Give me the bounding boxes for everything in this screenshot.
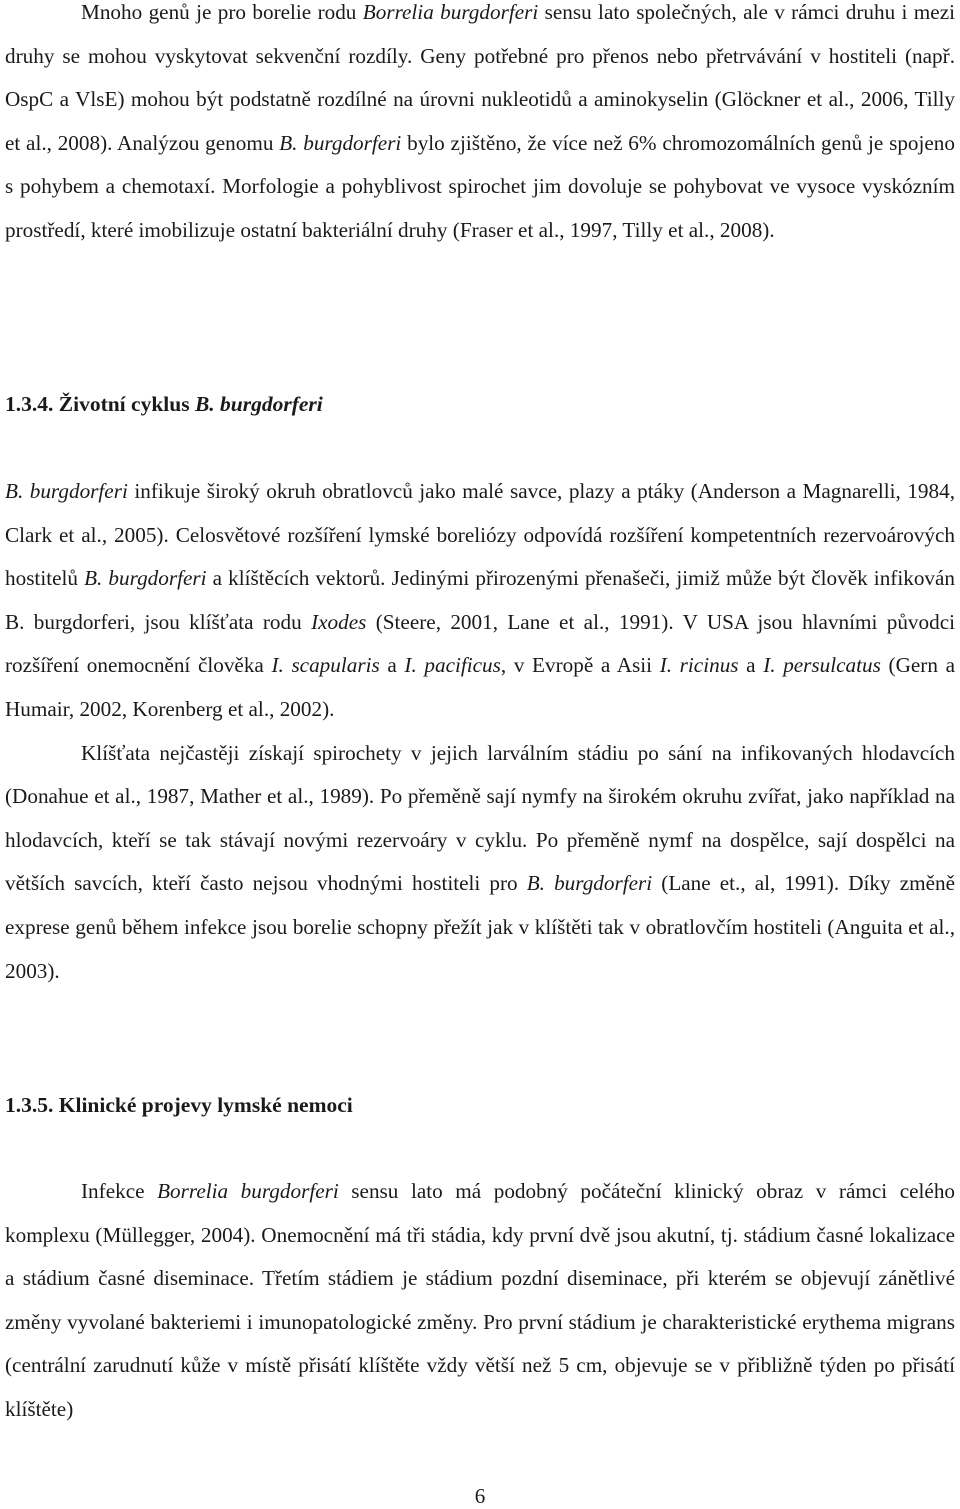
italic-species-name: B. burgdorferi xyxy=(5,479,128,503)
heading-text: Klinické projevy lymské nemoci xyxy=(58,1093,353,1117)
text-run: (Lane et., al, 1991). Díky změně exprese genů během infekce jsou borelie schopny přežít jak v klíštěti tak v obratlovčím hostiteli (Anguita et al., 2003). xyxy=(5,871,956,983)
paragraph-hosts xyxy=(5,470,955,732)
heading-italic: B. burgdorferi xyxy=(194,392,323,416)
block-clinical xyxy=(5,1170,955,1432)
document-page xyxy=(5,0,955,1509)
section-heading-life-cycle xyxy=(5,389,323,419)
text-run: , jsou klíšťata rodu xyxy=(129,609,312,634)
page-number: 6 xyxy=(474,1484,486,1508)
heading-text: Životní cyklus xyxy=(58,392,195,416)
text-run: B. burgdorferi xyxy=(5,609,130,634)
italic-species-name: B. burgdorferi xyxy=(279,130,402,155)
text-run: Infekce xyxy=(81,1179,158,1203)
italic-species-name: I. ricinus xyxy=(659,653,739,678)
italic-genus-name: Ixodes xyxy=(311,609,367,634)
italic-species-name: I. scapularis xyxy=(271,653,380,678)
section-heading-clinical xyxy=(5,1090,353,1120)
italic-species-name: I. pacificus xyxy=(404,653,501,678)
text-run: Klíšťata nejčastěji získají spirochety v jejich larválním stádiu po sání na infikovaných hlodavcích (Donahue et al., 1987, Mather et al., 1989). Po přeměně sají nymfy na širokém okruhu zvířat, jako například na hlodavcích, kteří se tak stávají novými rezervoáry v cyklu. Po přeměně nymf na dospělce, sají dospělci na větších savcích, kteří často nejsou vhodnými hostiteli pro xyxy=(5,740,955,896)
paragraph-borrelia-genes xyxy=(5,0,955,253)
italic-species-name: Borrelia burgdorferi xyxy=(362,0,539,24)
italic-species-name: B. burgdorferi xyxy=(526,871,653,896)
heading-number: 1.3.5. xyxy=(5,1093,54,1117)
text-run: a xyxy=(738,653,764,678)
text-run: a xyxy=(379,653,405,678)
text-run: , v Evropě a Asii xyxy=(500,653,660,678)
text-run: Mnoho genů je pro borelie rodu xyxy=(81,0,363,24)
text-run: (Gern a Humair, 2002, Korenberg et al., 2002). xyxy=(5,653,955,721)
text-run: sensu lato společných, ale v rámci druhu i mezi druhy se mohou vyskytovat sekvenční rozdíly. Geny potřebné pro přenos nebo přetrvávání v hostiteli (např. OspC a VlsE) mohou být podstatně rozdílné na úrovni nukleotidů a aminokyselin (Glöckner et al., 2006, Tilly et al., 2008). Analýzou genomu xyxy=(5,0,955,155)
text-run: a klíštěcích vektorů. Jedinými přirozenými přenašeči, jimiž může být člověk infikován xyxy=(206,566,956,591)
italic-species-name: Borrelia burgdorferi xyxy=(157,1179,339,1203)
heading-number: 1.3.4. xyxy=(5,392,54,416)
block-life-cycle xyxy=(5,470,955,993)
paragraph-infection-stages xyxy=(5,1170,955,1432)
text-run: bylo zjištěno, že více než 6% chromozomálních genů je spojeno s pohybem a chemotaxí. Morfologie a pohyblivost spirochet jim dovoluje se pohybovat ve vysoce vyskózním prostředí, které imobilizuje ostatní bakteriální druhy (Fraser et al., 1997, Tilly et al., 2008). xyxy=(5,130,955,242)
text-run: (Steere, 2001, Lane et al., 1991). V USA jsou hlavními původci rozšíření onemocnění člověka xyxy=(5,609,955,678)
text-run: sensu lato má podobný počáteční klinický obraz v rámci celého komplexu (Müllegger, 2004). Onemocnění má tři stádia, kdy první dvě jsou akutní, tj. stádium časné lokalizace a stádium časné diseminace. Třetím stádiem je stádium pozdní diseminace, při kterém se objevují zánětlivé změny vyvolané bakteriemi i imunopatologické změny. Pro první stádium je charakteristické erythema migrans (centrální zarudnutí kůže v místě přisátí klíštěte vždy větší než 5 cm, objevuje se v přibližně týden po přisátí klíštěte) xyxy=(5,1179,956,1421)
paragraph-tick-stages xyxy=(5,732,955,994)
italic-species-name: I. persulcatus xyxy=(763,653,881,678)
italic-species-name: B. burgdorferi xyxy=(84,566,207,591)
text-run: infikuje široký okruh obratlovců jako malé savce, plazy a ptáky (Anderson a Magnarelli, 1984, Clark et al., 2005). Celosvětové rozšíření lymské boreliózy odpovídá rozšíření kompetentních rezervoárových hostitelů xyxy=(5,479,955,591)
